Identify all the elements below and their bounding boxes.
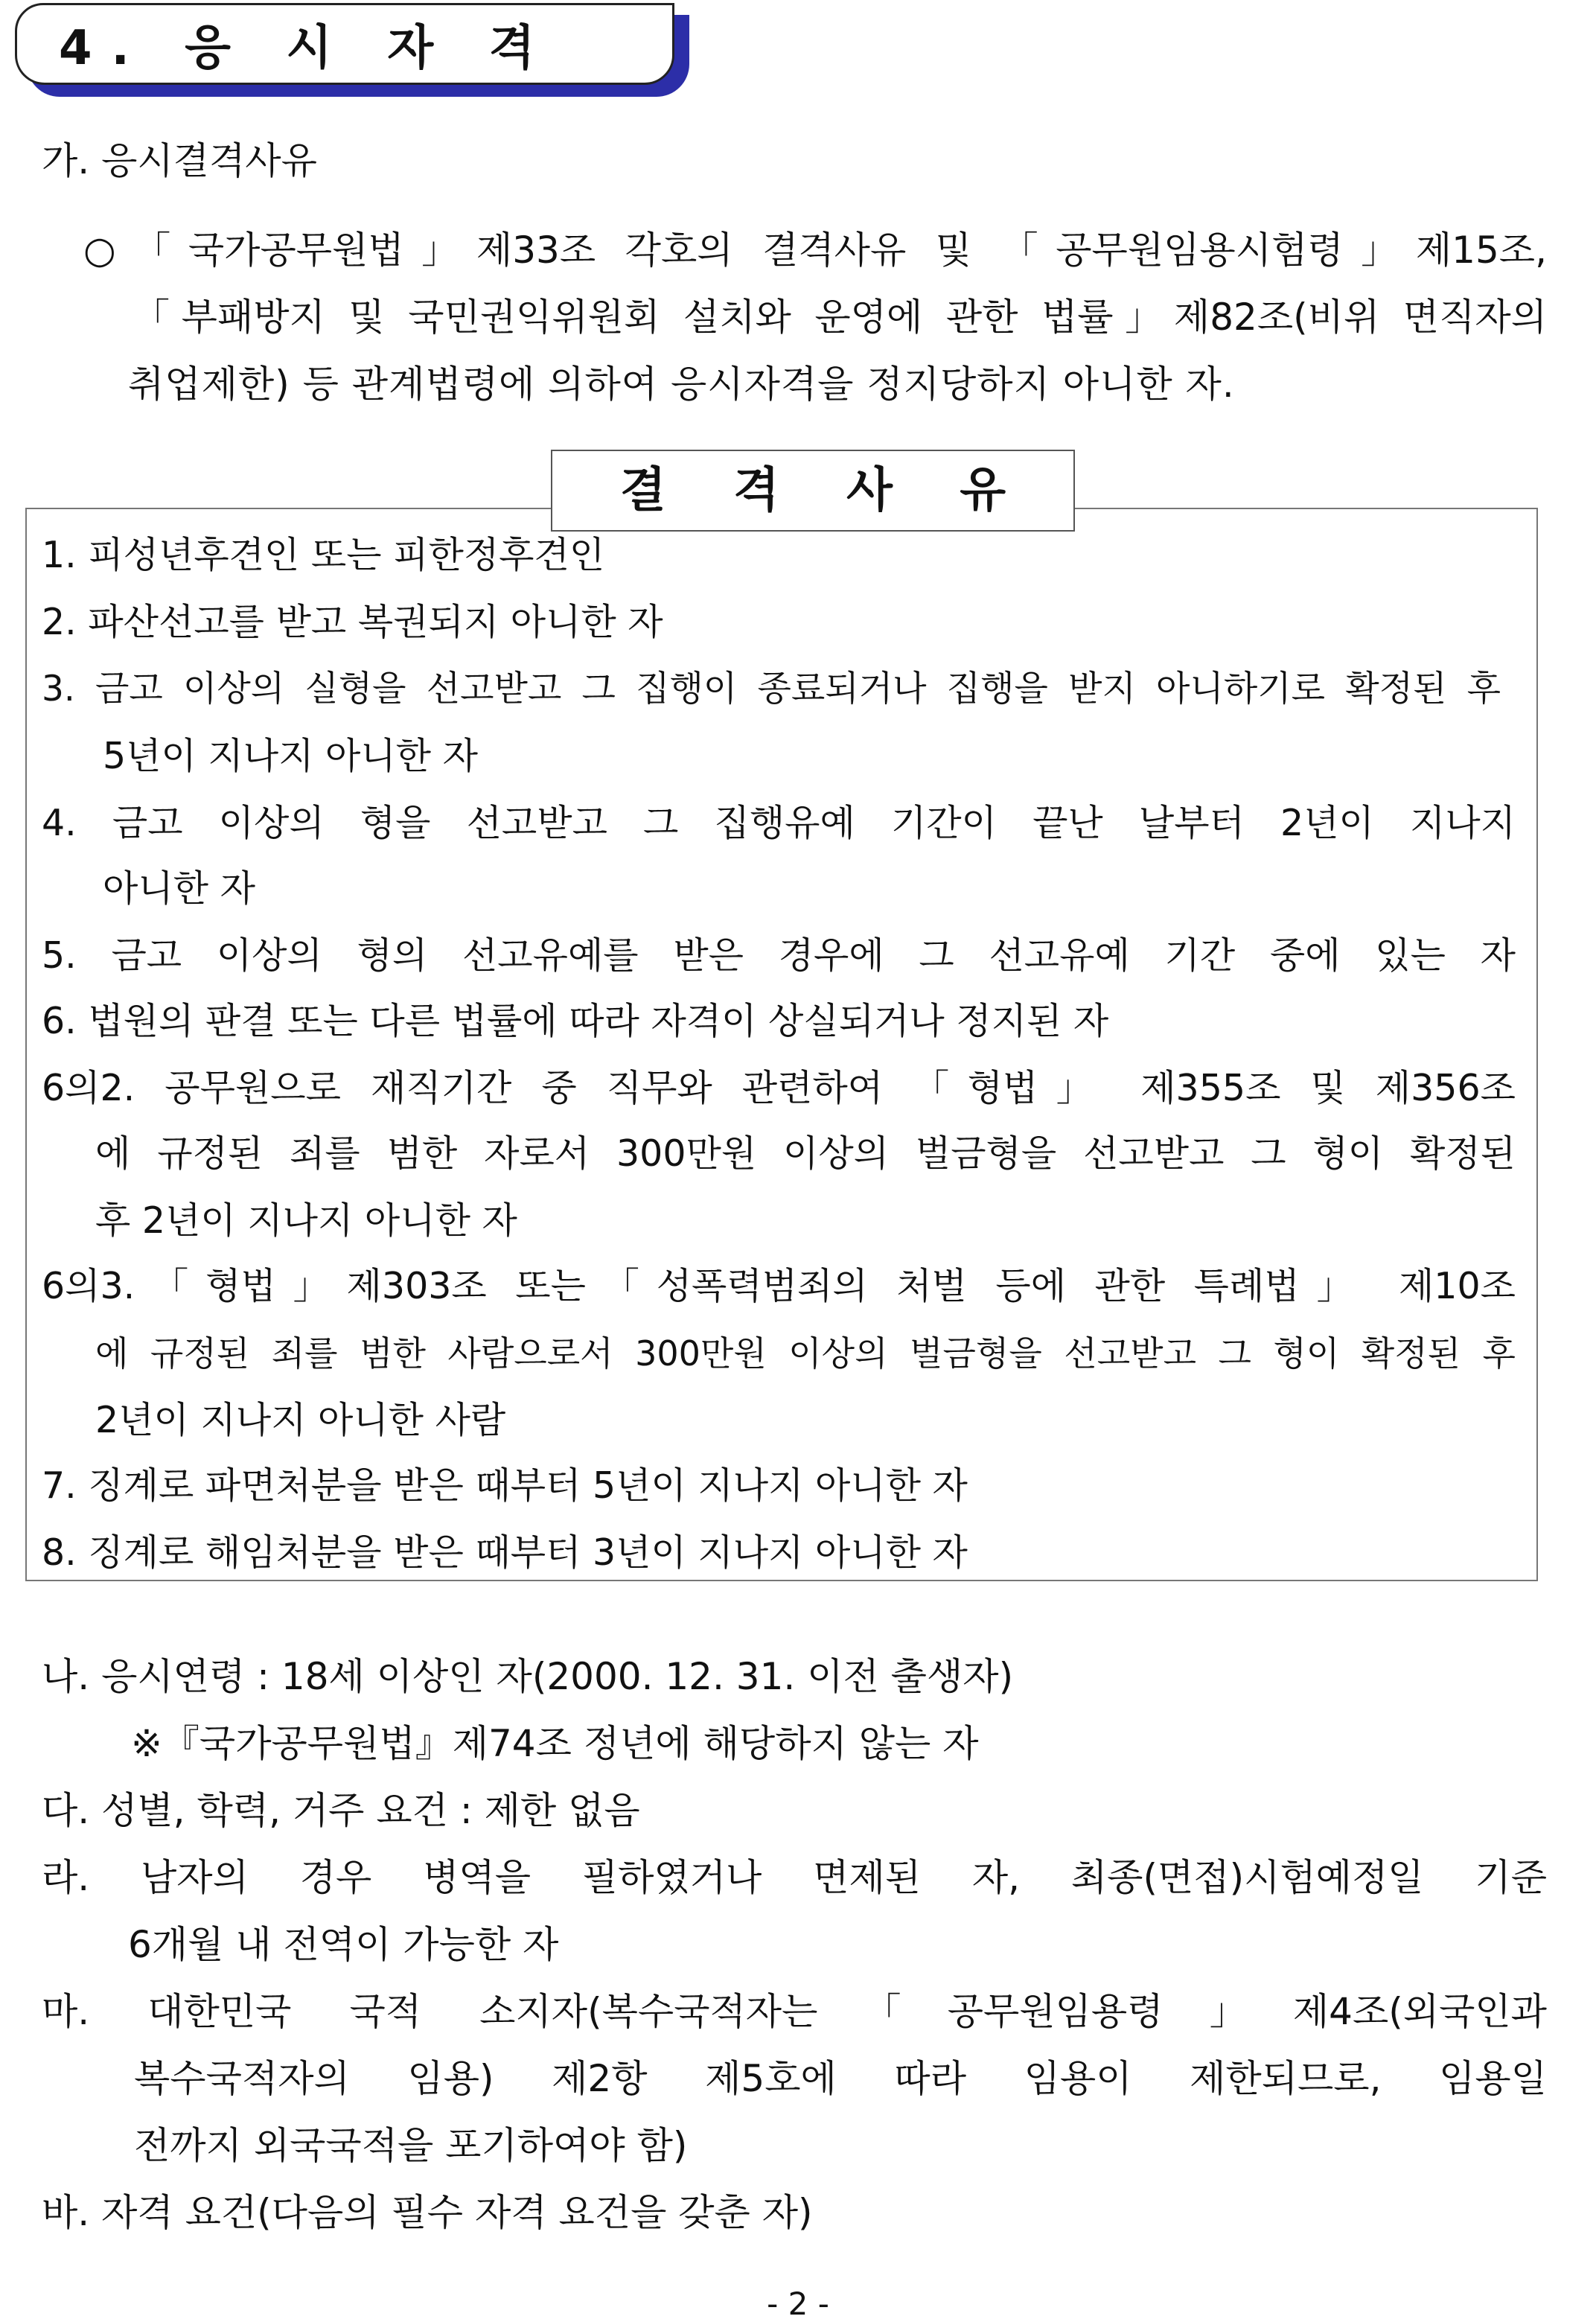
- disqualification-box-label: 결 격 사 유: [551, 450, 1075, 532]
- disqualification-item-continuation: 에 규정된 죄를 범한 자로서 300만원 이상의 벌금형을 선고받고 그 형이 확정된: [95, 1132, 1516, 1175]
- subsection-ra-military: 라. 남자의 경우 병역을 필하였거나 면제된 자, 최종(면접)시험예정일 기준: [42, 1856, 1547, 1899]
- subsection-ga-body-line: 「부패방지 및 국민권익위원회 설치와 운영에 관한 법률」제82조(비위 면직자의: [133, 296, 1547, 339]
- subsection-na-age: 나. 응시연령 : 18세 이상인 자(2000. 12. 31. 이전 출생자): [42, 1655, 1014, 1698]
- disqualification-item-continuation: 에 규정된 죄를 범한 사람으로서 300만원 이상의 벌금형을 선고받고 그 형이 확정된 후: [95, 1333, 1516, 1374]
- subsection-da-gender: 다. 성별, 학력, 거주 요건 : 제한 없음: [42, 1789, 640, 1832]
- section-title-tab: [15, 3, 674, 85]
- disqualification-item: 6. 법원의 판결 또는 다른 법률에 따라 자격이 상실되거나 정지된 자: [42, 1000, 1109, 1042]
- subsection-ga-body-line: ○「국가공무원법」제33조 각호의 결격사유 및 「공무원임용시험령」제15조,: [83, 229, 1547, 272]
- section-title: 4. 응 시 자 격: [59, 21, 555, 76]
- disqualification-item: 4. 금고 이상의 형을 선고받고 그 집행유예 기간이 끝난 날부터 2년이 지나지: [42, 802, 1516, 844]
- subsection-ra-continuation: 6개월 내 전역이 가능한 자: [128, 1923, 559, 1966]
- subsection-ma-continuation: 복수국적자의 임용) 제2항 제5호에 따라 임용이 제한되므로, 임용일: [134, 2057, 1547, 2100]
- subsection-ga-heading: 가. 응시결격사유: [42, 139, 317, 182]
- disqualification-item: 7. 징계로 파면처분을 받은 때부터 5년이 지나지 아니한 자: [42, 1464, 968, 1507]
- disqualification-item: 3. 금고 이상의 실형을 선고받고 그 집행이 종료되거나 집행을 받지 아니하기로 확정된 후: [42, 669, 1501, 709]
- disqualification-item: 8. 징계로 해임처분을 받은 때부터 3년이 지나지 아니한 자: [42, 1531, 968, 1574]
- disqualification-item-continuation: 5년이 지나지 아니한 자: [103, 735, 478, 777]
- subsection-ba-qualification: 바. 자격 요건(다음의 필수 자격 요건을 갖춘 자): [42, 2191, 813, 2234]
- disqualification-item: 2. 파산선고를 받고 복권되지 아니한 자: [42, 601, 663, 643]
- disqualification-item: 6의2. 공무원으로 재직기간 중 직무와 관련하여 「형법」 제355조 및 제356조: [42, 1067, 1516, 1109]
- disqualification-item: 5. 금고 이상의 형의 선고유예를 받은 경우에 그 선고유예 기간 중에 있는 자: [42, 934, 1516, 977]
- subsection-na-note: ※『국가공무원법』제74조 정년에 해당하지 않는 자: [131, 1722, 979, 1765]
- disqualification-item: 1. 피성년후견인 또는 피한정후견인: [42, 534, 605, 576]
- disqualification-item-continuation: 아니한 자: [103, 867, 255, 910]
- page-number: - 2 -: [767, 2286, 829, 2322]
- disqualification-item-continuation: 2년이 지나지 아니한 사람: [95, 1399, 506, 1441]
- subsection-ma-continuation: 전까지 외국국적을 포기하여야 함): [134, 2124, 688, 2167]
- disqualification-item: 6의3.「형법」제303조 또는「성폭력범죄의 처벌 등에 관한 특례법」 제10조: [42, 1265, 1516, 1307]
- subsection-ma-nationality: 마. 대한민국 국적 소지자(복수국적자는「공무원임용령」제4조(외국인과: [42, 1990, 1547, 2033]
- subsection-ga-body-line: 취업제한) 등 관계법령에 의하여 응시자격을 정지당하지 아니한 자.: [128, 363, 1235, 406]
- disqualification-item-continuation: 후 2년이 지나지 아니한 자: [95, 1199, 517, 1242]
